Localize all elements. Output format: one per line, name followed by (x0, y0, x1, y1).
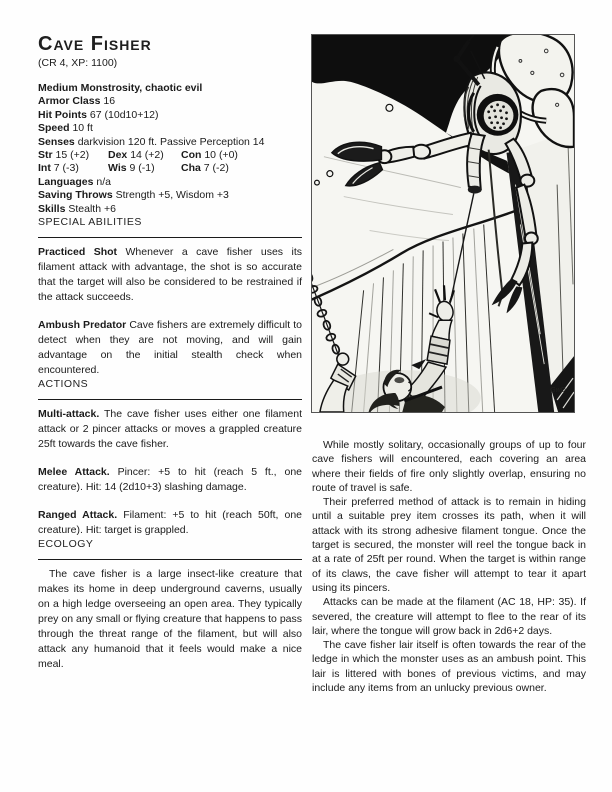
ability-scores-row-1 (38, 149, 302, 162)
section-heading-actions: ACTIONS (38, 378, 89, 391)
section-heading-special-abilities: SPECIAL ABILITIES (38, 216, 142, 229)
action-entry: Multi-attack. The cave fisher uses either one filament attack or 2 pincer attacks or moves a grappled creature 25ft towards the cave fisher. (38, 408, 302, 451)
section-rule (38, 399, 302, 400)
stat-block (38, 82, 302, 216)
challenge-rating-line: (CR 4, XP: 1100) (38, 57, 118, 69)
con-score: Con 10 (+0) (181, 149, 238, 162)
page-title: Cave Fisher (38, 33, 152, 55)
right-column (312, 438, 586, 695)
cave-fisher-illustration (311, 34, 575, 413)
saving-throws-line: Saving Throws Strength +5, Wisdom +3 (38, 189, 229, 202)
special-ability-entry: Practiced Shot Whenever a cave fisher uses its filament attack with advantage, the shot is so accurate that the target will also be considered to be restrained if the attack succeeds. (38, 246, 302, 304)
ecology-paragraph: The cave fisher is a large insect-like creature that makes its home in deep underground caverns, usually on a high ledge overseeing an open area. They typically prey on any small or flying creature that happens to pass through the threat range of the filament, but will also attack any humanoid that it feels would make a nice meal. (38, 568, 302, 671)
action-entry: Melee Attack. Pincer: +5 to hit (reach 5 ft., one creature). Hit: 14 (2d10+3) slashing damage. (38, 466, 302, 494)
speed-line: Speed 10 ft (38, 122, 93, 135)
lore-paragraph: Their preferred method of attack is to remain in hiding until a suitable prey item crosses its path, when it will attack with its strong adhesive filament tongue. Once the target is secured, the monster will reel the tongue back in at a rate of 25ft per round. When the target is within range of its claws, the cave fisher will attempt to tear it apart using its pincers. (312, 496, 586, 594)
cha-score: Cha 7 (-2) (181, 162, 229, 175)
lore-paragraph: While mostly solitary, occasionally groups of up to four cave fishers will encountered, each covering an area where their fields of fire only slightly overlap, ensuring no route of travel is safe. (312, 439, 586, 494)
dex-score: Dex 14 (+2) (108, 149, 164, 162)
hit-points-line: Hit Points 67 (10d10+12) (38, 108, 159, 121)
armor-class-line: Armor Class 16 (38, 95, 116, 108)
type-alignment-line: Medium Monstrosity, chaotic evil (38, 82, 203, 94)
wis-score: Wis 9 (-1) (108, 162, 155, 175)
action-entry: Ranged Attack. Filament: +5 to hit (reach 50ft, one creature). Hit: target is grappled. (38, 509, 303, 537)
artist-signature: GwD (550, 387, 566, 395)
section-rule (38, 559, 302, 560)
left-column (38, 33, 302, 672)
languages-line: Languages n/a (38, 175, 111, 188)
special-ability-entry: Ambush Predator Cave fishers are extremely difficult to detect when they are not moving, and will gain advantage on the initial stealth check when encountered. (38, 319, 302, 377)
ability-scores-row-2 (38, 162, 302, 175)
skills-line: Skills Stealth +6 (38, 202, 116, 215)
lore-paragraph: Attacks can be made at the filament (AC 18, HP: 35). If severed, the creature will attempt to flee to the rear of its lair, where the tongue will grow back in 2d6+2 days. (312, 596, 586, 637)
section-heading-ecology: ECOLOGY (38, 538, 94, 551)
lore-paragraph: The cave fisher lair itself is often towards the rear of the ledge in which the monster uses as an ambush point. This lair is littered with bones of previous victims, and may include any items from an unlucky previous owner. (312, 639, 586, 695)
section-rule (38, 237, 302, 238)
cave-fisher-drawing (312, 35, 574, 412)
str-score: Str 15 (+2) (38, 149, 90, 162)
int-score: Int 7 (-3) (38, 162, 79, 175)
senses-line: Senses darkvision 120 ft. Passive Perception 14 (38, 135, 265, 148)
